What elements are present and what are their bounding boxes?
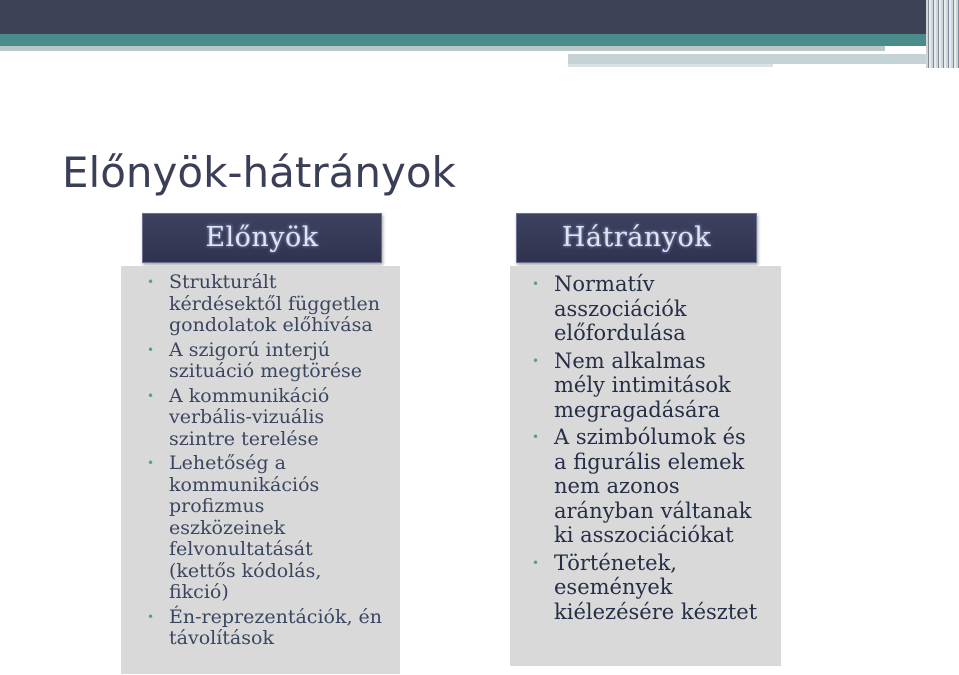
advantage-item [147, 453, 395, 604]
advantage-text: A kommunikáció verbális-vizuális szintre terelése [169, 384, 330, 450]
advantage-item [147, 607, 395, 650]
disadvantage-item [532, 349, 778, 423]
disadvantage-item [532, 425, 778, 548]
advantage-text: Lehetőség a kommunikációs profizmus eszközeinek felvonultatását (kettős kódolás, fikció) [169, 452, 322, 603]
advantages-heading: Előnyök [142, 213, 382, 263]
advantage-item [147, 386, 395, 451]
disadvantage-item [532, 272, 778, 346]
disadvantages-list [532, 272, 778, 627]
light-decor-line-right [568, 64, 773, 67]
disadvantage-text: Nem alkalmas mély intimitások megragadására [554, 348, 731, 422]
teal-decor-bar [0, 34, 930, 46]
light-decor-bar [0, 46, 885, 51]
bullet-icon: • [147, 388, 155, 403]
light-decor-bar-right [568, 54, 928, 64]
disadvantage-text: A szimbólumok és a figurális elemek nem azonos arányban váltanak ki asszociációkat [554, 425, 752, 547]
top-decor-bar [0, 0, 930, 34]
bullet-icon: • [532, 555, 540, 570]
advantages-list [147, 272, 395, 653]
bullet-icon: • [532, 277, 540, 291]
bullet-icon: • [147, 275, 155, 289]
bullet-icon: • [532, 353, 540, 368]
advantage-text: A szigorú interjú szituáció megtörése [169, 338, 363, 382]
bullet-icon: • [147, 609, 155, 624]
advantage-text: Én-reprezentációk, én távolítások [169, 605, 383, 649]
advantage-text: Strukturált kérdésektől független gondolatok előhívása [169, 271, 380, 336]
disadvantage-item [532, 551, 778, 625]
disadvantage-text: Történetek, események kiélezésére késztet [554, 550, 758, 624]
advantage-item [147, 272, 395, 337]
disadvantage-text: Normatív asszociációk előfordulása [554, 272, 687, 345]
bullet-icon: • [147, 456, 155, 470]
bullet-icon: • [532, 430, 540, 444]
stripe-decor [926, 0, 959, 68]
bullet-icon: • [147, 342, 155, 357]
disadvantages-heading: Hátrányok [516, 213, 757, 263]
slide-title: Előnyök-hátrányok [62, 148, 456, 197]
advantage-item [147, 340, 395, 383]
